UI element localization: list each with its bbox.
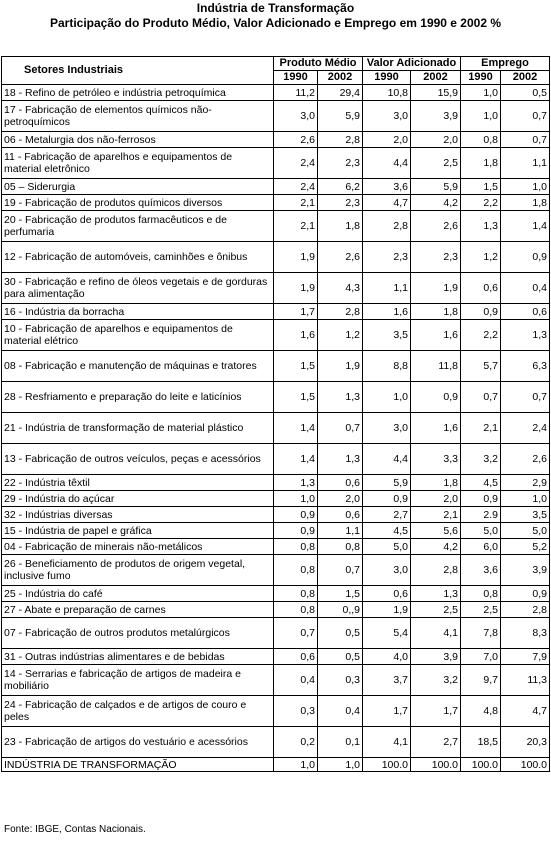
value-cell: 0,9 [501, 586, 550, 602]
total-value-cell: 100.0 [363, 758, 411, 772]
value-cell: 1,9 [274, 242, 318, 273]
value-cell: 4,7 [501, 696, 550, 727]
value-cell: 4,0 [363, 649, 411, 665]
table-body [2, 85, 550, 772]
sector-name-cell: 11 - Fabricação de aparelhos e equipamentos de material eletrônico [2, 148, 274, 179]
value-cell: 2,7 [363, 507, 411, 523]
value-cell: 0,8 [318, 539, 363, 555]
value-cell: 2,1 [274, 211, 318, 242]
value-cell: 4,2 [411, 195, 461, 211]
table-row [2, 101, 550, 132]
value-cell: 2,2 [461, 320, 501, 351]
value-cell: 8,3 [501, 618, 550, 649]
sector-name-cell: 28 - Resfriamento e preparação do leite e laticínios [2, 382, 274, 413]
value-cell: 0,6 [274, 649, 318, 665]
value-cell: 4,7 [363, 195, 411, 211]
value-cell: 2,5 [411, 602, 461, 618]
value-cell: 0,1 [318, 727, 363, 758]
value-cell: 0,7 [501, 132, 550, 148]
value-cell: 1,0 [461, 85, 501, 101]
value-cell: 0,8 [274, 602, 318, 618]
value-cell: 3,6 [363, 179, 411, 195]
value-cell: 1,1 [363, 273, 411, 304]
value-cell: 0,8 [274, 586, 318, 602]
value-cell: 0,6 [363, 586, 411, 602]
sector-name-cell: 19 - Fabricação de produtos químicos diversos [2, 195, 274, 211]
value-cell: 2,1 [461, 413, 501, 444]
table-row [2, 602, 550, 618]
table-row [2, 148, 550, 179]
value-cell: 1,6 [411, 320, 461, 351]
value-cell: 2,8 [318, 132, 363, 148]
value-cell: 3,5 [501, 507, 550, 523]
value-cell: 7,0 [461, 649, 501, 665]
value-cell: 3,2 [411, 665, 461, 696]
value-cell: 0,5 [318, 649, 363, 665]
value-cell: 2,3 [318, 148, 363, 179]
year-header: 2002 [501, 71, 550, 85]
total-value-cell: 100.0 [461, 758, 501, 772]
value-cell: 1,9 [318, 351, 363, 382]
value-cell: 5,2 [501, 539, 550, 555]
group-header-produto-medio: Produto Médio [274, 57, 363, 71]
value-cell: 1,9 [411, 273, 461, 304]
table-row [2, 555, 550, 586]
value-cell: 5,6 [411, 523, 461, 539]
sector-name-cell: 30 - Fabricação e refino de óleos vegetais e de gorduras para alimentação [2, 273, 274, 304]
value-cell: 1,1 [501, 148, 550, 179]
value-cell: 2,1 [274, 195, 318, 211]
value-cell: 0,8 [274, 539, 318, 555]
value-cell: 20,3 [501, 727, 550, 758]
value-cell: 2,3 [363, 242, 411, 273]
value-cell: 2,0 [411, 491, 461, 507]
value-cell: 2,3 [318, 195, 363, 211]
value-cell: 1,5 [274, 382, 318, 413]
value-cell: 2,5 [461, 602, 501, 618]
value-cell: 11,3 [501, 665, 550, 696]
table-row [2, 132, 550, 148]
value-cell: 3,0 [363, 413, 411, 444]
value-cell: 11,8 [411, 351, 461, 382]
table-subtitle: Participação do Produto Médio, Valor Adicionado e Emprego em 1990 e 2002 % [49, 16, 502, 30]
table-row [2, 523, 550, 539]
value-cell: 1,0 [274, 491, 318, 507]
value-cell: 5,4 [363, 618, 411, 649]
value-cell: 1,4 [501, 211, 550, 242]
value-cell: 1,9 [274, 273, 318, 304]
value-cell: 0,,9 [318, 602, 363, 618]
value-cell: 1,0 [501, 179, 550, 195]
table-row [2, 195, 550, 211]
value-cell: 1,8 [501, 195, 550, 211]
value-cell: 0,9 [274, 507, 318, 523]
sector-name-cell: 27 - Abate e preparação de carnes [2, 602, 274, 618]
data-table [1, 56, 550, 772]
table-row [2, 491, 550, 507]
value-cell: 5,0 [501, 523, 550, 539]
value-cell: 4,4 [363, 148, 411, 179]
total-value-cell: 1,0 [318, 758, 363, 772]
value-cell: 0,6 [318, 507, 363, 523]
year-header: 2002 [411, 71, 461, 85]
value-cell: 0,9 [461, 491, 501, 507]
table-row [2, 727, 550, 758]
value-cell: 5,9 [318, 101, 363, 132]
table-row [2, 179, 550, 195]
table-row [2, 413, 550, 444]
value-cell: 0,7 [318, 555, 363, 586]
value-cell: 4,5 [461, 475, 501, 491]
value-cell: 7,8 [461, 618, 501, 649]
value-cell: 2,4 [501, 413, 550, 444]
value-cell: 1,8 [461, 148, 501, 179]
value-cell: 0,6 [318, 475, 363, 491]
source-note: Fonte: IBGE, Contas Nacionais. [4, 824, 146, 835]
value-cell: 1,9 [363, 602, 411, 618]
value-cell: 5,9 [411, 179, 461, 195]
value-cell: 3,6 [461, 555, 501, 586]
value-cell: 3,2 [461, 444, 501, 475]
year-header: 1990 [363, 71, 411, 85]
value-cell: 1,2 [461, 242, 501, 273]
value-cell: 1,8 [411, 304, 461, 320]
value-cell: 0,2 [274, 727, 318, 758]
total-value-cell: 100.0 [411, 758, 461, 772]
table-row [2, 586, 550, 602]
value-cell: 0,7 [501, 101, 550, 132]
value-cell: 6,3 [501, 351, 550, 382]
table-title: Indústria de Transformação [196, 1, 355, 15]
sector-name-cell: 08 - Fabricação e manutenção de máquinas e tratores [2, 351, 274, 382]
value-cell: 9,7 [461, 665, 501, 696]
value-cell: 4,5 [363, 523, 411, 539]
value-cell: 1,5 [274, 351, 318, 382]
value-cell: 2,0 [318, 491, 363, 507]
value-cell: 1,7 [363, 696, 411, 727]
value-cell: 3,0 [363, 101, 411, 132]
value-cell: 1,5 [461, 179, 501, 195]
sector-name-cell: 16 - Indústria da borracha [2, 304, 274, 320]
value-cell: 8,8 [363, 351, 411, 382]
value-cell: 1,7 [411, 696, 461, 727]
value-cell: 5,9 [363, 475, 411, 491]
value-cell: 4,3 [318, 273, 363, 304]
sector-name-cell: 04 - Fabricação de minerais não-metálicos [2, 539, 274, 555]
group-header-emprego: Emprego [461, 57, 550, 71]
value-cell: 0,7 [318, 413, 363, 444]
sector-name-cell: 06 - Metalurgia dos não-ferrosos [2, 132, 274, 148]
sector-name-cell: 20 - Fabricação de produtos farmacêuticos e de perfumaria [2, 211, 274, 242]
sector-name-cell: 32 - Indústrias diversas [2, 507, 274, 523]
value-cell: 0,3 [274, 696, 318, 727]
value-cell: 1,8 [318, 211, 363, 242]
value-cell: 15,9 [411, 85, 461, 101]
value-cell: 2,6 [501, 444, 550, 475]
value-cell: 0,9 [363, 491, 411, 507]
sector-name-cell: 22 - Indústria têxtil [2, 475, 274, 491]
table-row [2, 320, 550, 351]
value-cell: 0,3 [318, 665, 363, 696]
sector-name-cell: 05 – Siderurgia [2, 179, 274, 195]
sector-name-cell: 23 - Fabricação de artigos do vestuário e acessórios [2, 727, 274, 758]
value-cell: 0,7 [501, 382, 550, 413]
sector-name-cell: 14 - Serrarias e fabricação de artigos de madeira e mobiliário [2, 665, 274, 696]
sector-name-cell: 29 - Indústria do açúcar [2, 491, 274, 507]
value-cell: 1,4 [274, 413, 318, 444]
sector-name-cell: 26 - Beneficiamento de produtos de origem vegetal, inclusive fumo [2, 555, 274, 586]
sector-name-cell: 10 - Fabricação de aparelhos e equipamentos de material elétrico [2, 320, 274, 351]
value-cell: 2,7 [411, 727, 461, 758]
sector-column-header: Setores Industriais [2, 57, 274, 85]
value-cell: 1,7 [274, 304, 318, 320]
sector-name-cell: 18 - Refino de petróleo e indústria petroquímica [2, 85, 274, 101]
value-cell: 3,3 [411, 444, 461, 475]
value-cell: 0,9 [274, 523, 318, 539]
value-cell: 2,9 [501, 475, 550, 491]
value-cell: 2,8 [363, 211, 411, 242]
value-cell: 1,0 [363, 382, 411, 413]
total-value-cell: 100.0 [501, 758, 550, 772]
value-cell: 0,9 [411, 382, 461, 413]
total-row [2, 758, 550, 772]
sector-name-cell: 25 - Indústria do café [2, 586, 274, 602]
table-row [2, 211, 550, 242]
value-cell: 0,4 [318, 696, 363, 727]
sector-name-cell: 15 - Indústria de papel e gráfica [2, 523, 274, 539]
value-cell: 0,7 [274, 618, 318, 649]
value-cell: 11,2 [274, 85, 318, 101]
table-row [2, 382, 550, 413]
group-header-valor-adicionado: Valor Adicionado [363, 57, 461, 71]
value-cell: 0,4 [274, 665, 318, 696]
year-header: 1990 [461, 71, 501, 85]
value-cell: 3,0 [363, 555, 411, 586]
value-cell: 0,8 [274, 555, 318, 586]
value-cell: 29,4 [318, 85, 363, 101]
value-cell: 0,5 [501, 85, 550, 101]
value-cell: 1,3 [411, 586, 461, 602]
value-cell: 2,5 [411, 148, 461, 179]
value-cell: 3,9 [411, 101, 461, 132]
value-cell: 1,3 [501, 320, 550, 351]
value-cell: 4,1 [411, 618, 461, 649]
value-cell: 0,5 [318, 618, 363, 649]
value-cell: 2,0 [363, 132, 411, 148]
value-cell: 3,7 [363, 665, 411, 696]
value-cell: 2,3 [411, 242, 461, 273]
value-cell: 4,8 [461, 696, 501, 727]
value-cell: 5,0 [363, 539, 411, 555]
value-cell: 0,6 [501, 304, 550, 320]
value-cell: 2,6 [411, 211, 461, 242]
value-cell: 1,6 [274, 320, 318, 351]
value-cell: 6,0 [461, 539, 501, 555]
table-row [2, 475, 550, 491]
value-cell: 0,8 [461, 132, 501, 148]
value-cell: 1,3 [274, 475, 318, 491]
sector-name-cell: 12 - Fabricação de automóveis, caminhões e ônibus [2, 242, 274, 273]
value-cell: 1,6 [363, 304, 411, 320]
value-cell: 0,6 [461, 273, 501, 304]
year-header: 2002 [318, 71, 363, 85]
sector-name-cell: 31 - Outras indústrias alimentares e de bebidas [2, 649, 274, 665]
table-row [2, 507, 550, 523]
table-row [2, 618, 550, 649]
value-cell: 4,4 [363, 444, 411, 475]
value-cell: 2,0 [411, 132, 461, 148]
value-cell: 0,8 [461, 586, 501, 602]
sector-name-cell: 13 - Fabricação de outros veículos, peças e acessórios [2, 444, 274, 475]
value-cell: 1,0 [501, 491, 550, 507]
value-cell: 10,8 [363, 85, 411, 101]
table-row [2, 273, 550, 304]
value-cell: 2,6 [318, 242, 363, 273]
value-cell: 0,7 [461, 382, 501, 413]
value-cell: 1,2 [318, 320, 363, 351]
value-cell: 2,4 [274, 148, 318, 179]
value-cell: 2,8 [411, 555, 461, 586]
value-cell: 7,9 [501, 649, 550, 665]
sector-name-cell: 24 - Fabricação de calçados e de artigos de couro e peles [2, 696, 274, 727]
value-cell: 5,7 [461, 351, 501, 382]
table-row [2, 649, 550, 665]
value-cell: 1,1 [318, 523, 363, 539]
table-row [2, 696, 550, 727]
value-cell: 4,1 [363, 727, 411, 758]
value-cell: 2,8 [318, 304, 363, 320]
value-cell: 3,9 [411, 649, 461, 665]
value-cell: 1,3 [318, 444, 363, 475]
total-label-cell: INDÚSTRIA DE TRANSFORMAÇÃO [2, 758, 274, 772]
value-cell: 3,9 [501, 555, 550, 586]
value-cell: 0,4 [501, 273, 550, 304]
total-value-cell: 1,0 [274, 758, 318, 772]
value-cell: 1,0 [461, 101, 501, 132]
table-row [2, 242, 550, 273]
year-header: 1990 [274, 71, 318, 85]
value-cell: 0,9 [461, 304, 501, 320]
value-cell: 1,3 [461, 211, 501, 242]
sector-name-cell: 17 - Fabricação de elementos químicos não-petroquímicos [2, 101, 274, 132]
value-cell: 2,1 [411, 507, 461, 523]
value-cell: 4,2 [411, 539, 461, 555]
value-cell: 2,8 [501, 602, 550, 618]
value-cell: 1,6 [411, 413, 461, 444]
value-cell: 3,0 [274, 101, 318, 132]
data-table-wrapper [1, 56, 550, 772]
value-cell: 2,6 [274, 132, 318, 148]
table-row [2, 351, 550, 382]
table-row [2, 304, 550, 320]
table-row [2, 539, 550, 555]
value-cell: 0,9 [501, 242, 550, 273]
value-cell: 2,4 [274, 179, 318, 195]
value-cell: 1,8 [411, 475, 461, 491]
value-cell: 5,0 [461, 523, 501, 539]
table-row [2, 665, 550, 696]
value-cell: 2.9 [461, 507, 501, 523]
value-cell: 6,2 [318, 179, 363, 195]
table-row [2, 444, 550, 475]
value-cell: 1,4 [274, 444, 318, 475]
value-cell: 2,2 [461, 195, 501, 211]
value-cell: 18,5 [461, 727, 501, 758]
sector-name-cell: 07 - Fabricação de outros produtos metalúrgicos [2, 618, 274, 649]
sector-name-cell: 21 - Indústria de transformação de material plástico [2, 413, 274, 444]
value-cell: 1,3 [318, 382, 363, 413]
value-cell: 3,5 [363, 320, 411, 351]
value-cell: 1,5 [318, 586, 363, 602]
table-row [2, 85, 550, 101]
